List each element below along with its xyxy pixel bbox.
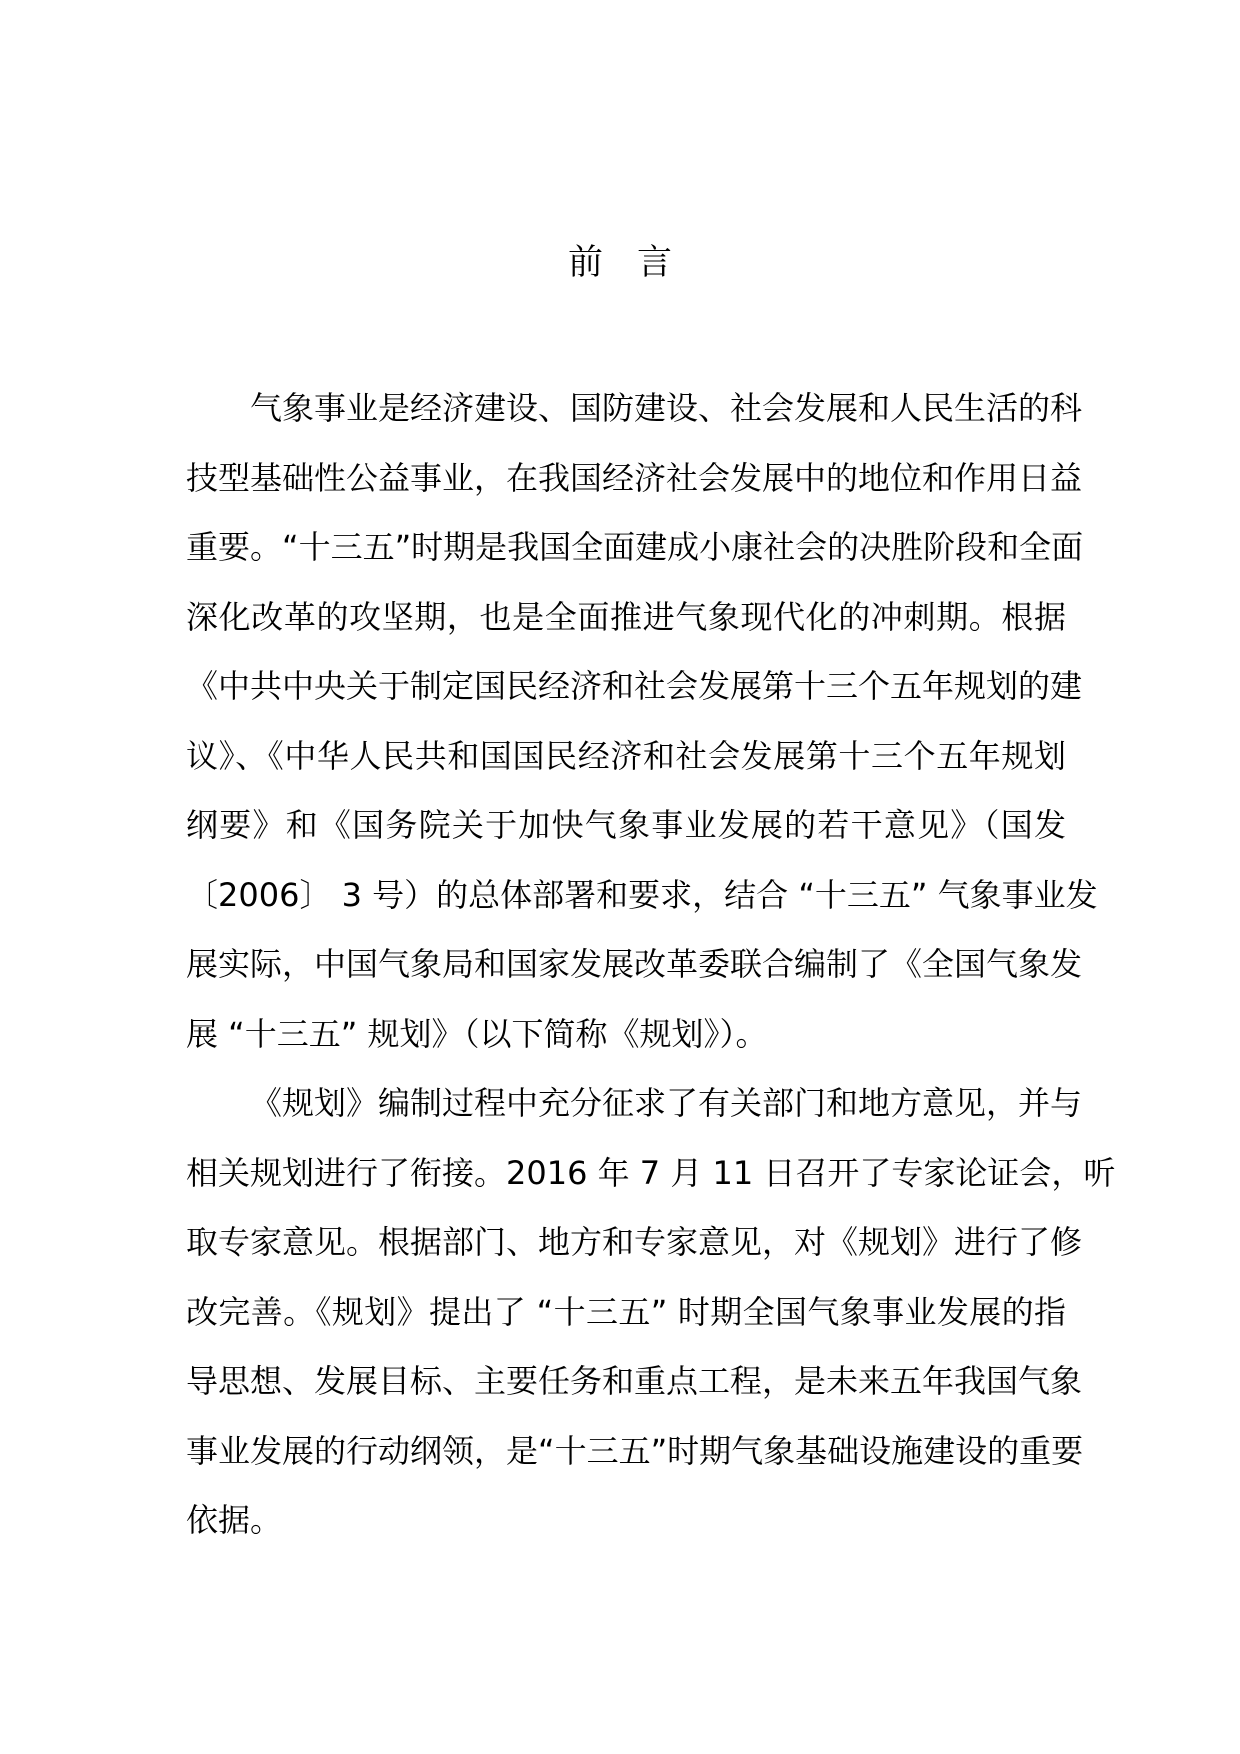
text-line: 取专家意见。根据部门、地方和专家意见，对《规划》进行了修	[186, 1223, 1083, 1261]
paragraph-1	[186, 374, 1098, 1069]
text-line: 深化改革的攻坚期，也是全面推进气象现代化的冲刺期。根据	[186, 597, 1066, 636]
text-line: 技型基础性公益事业，在我国经济社会发展中的地位和作用日益	[186, 458, 1083, 497]
text-line: 展实际，中国气象局和国家发展改革委联合编制了《全国气象发	[186, 945, 1083, 983]
paragraph-2	[186, 1069, 1116, 1556]
title-char-2: 言	[637, 243, 673, 283]
title-char-1: 前	[567, 243, 603, 283]
text-line: 事业发展的行动纲领，是“十三五”时期气象基础设施建设的重要	[186, 1431, 1084, 1470]
text-line: 依据。	[186, 1501, 283, 1539]
body-text	[186, 374, 1116, 1556]
text-line: 相关规划进行了衔接。2016 年 7 月 11 日召开了专家论证会，听	[186, 1153, 1116, 1192]
text-line: 议》、《中华人民共和国国民经济和社会发展第十三个五年规划	[186, 736, 1066, 775]
text-line: 〔2006〕 3 号）的总体部署和要求，结合 “十三五” 气象事业发	[186, 875, 1098, 914]
text-line: 《规划》编制过程中充分征求了有关部门和地方意见，并与	[250, 1084, 1083, 1122]
text-line: 气象事业是经济建设、国防建设、社会发展和人民生活的科	[250, 389, 1083, 427]
text-line: 改完善。《规划》提出了 “十三五” 时期全国气象事业发展的指	[186, 1292, 1066, 1331]
text-line: 纲要》和《国务院关于加快气象事业发展的若干意见》（国发	[186, 806, 1066, 844]
text-line: 展 “十三五” 规划》（以下简称《规划》）。	[186, 1014, 768, 1053]
text-line: 《中共中央关于制定国民经济和社会发展第十三个五年规划的建	[186, 667, 1083, 705]
text-line: 导思想、发展目标、主要任务和重点工程，是未来五年我国气象	[186, 1362, 1083, 1400]
page-title	[0, 238, 1240, 288]
text-line: 重要。“十三五”时期是我国全面建成小康社会的决胜阶段和全面	[186, 528, 1084, 566]
